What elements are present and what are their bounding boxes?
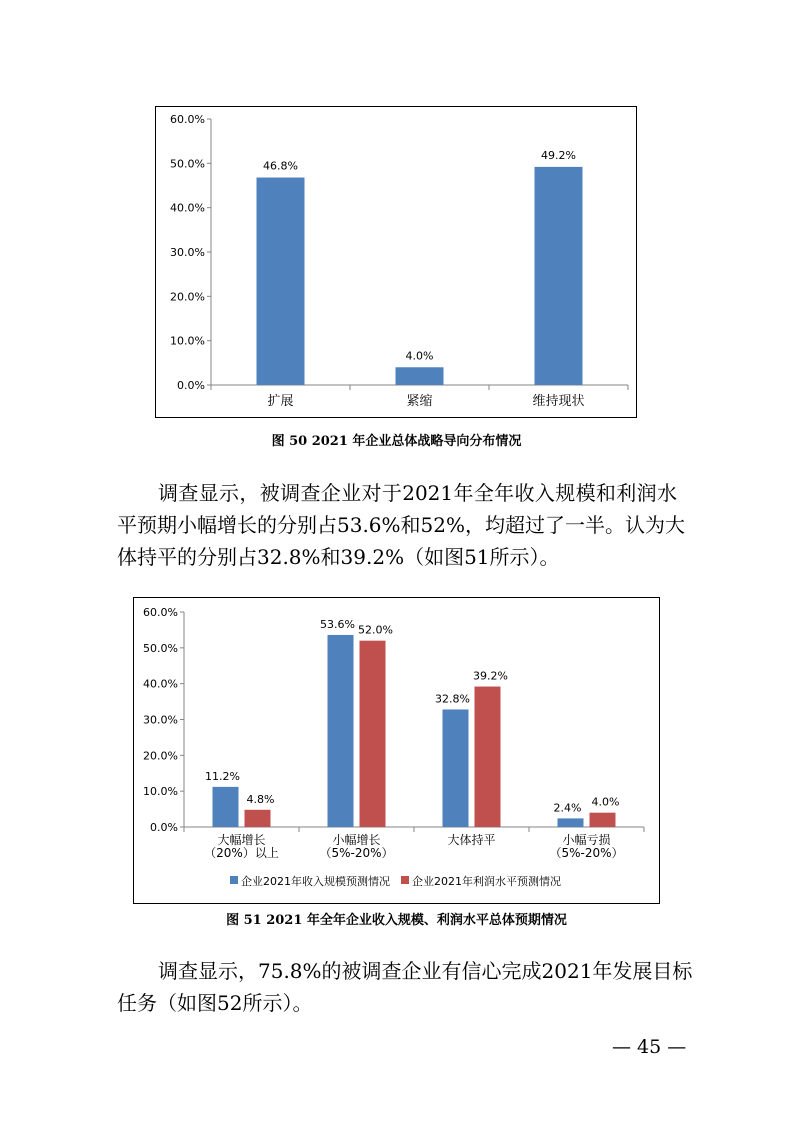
bar-profit: [360, 641, 386, 827]
data-label: 4.0%: [405, 349, 434, 363]
page-number: — 45 —: [612, 1036, 687, 1058]
bar-profit: [590, 813, 616, 827]
figure-51-caption: 图 51 2021 年全年企业收入规模、利润水平总体预期情况: [226, 913, 567, 928]
bar-revenue: [213, 787, 239, 827]
bar: [257, 178, 305, 385]
legend-label: 企业2021年收入规模预测情况: [241, 875, 390, 888]
bar-profit: [475, 687, 501, 827]
paragraph-revenue-profit-expectation: [117, 477, 685, 573]
x-category-label: 大体持平: [447, 833, 496, 847]
y-tick-label: 20.0%: [170, 290, 205, 304]
chart-revenue-profit-expectation: [133, 597, 660, 904]
paragraph-line: 任务（如图52所示）。: [117, 991, 313, 1015]
bar-revenue: [328, 635, 354, 827]
data-label: 52.0%: [358, 623, 393, 637]
chart-strategy-orientation-svg: [156, 107, 636, 417]
data-label: 39.2%: [473, 669, 508, 683]
x-category-label: 紧缩: [406, 394, 433, 409]
figure-50-caption: 图 50 2021 年企业总体战略导向分布情况: [271, 434, 522, 449]
paragraph-line: 平预期小幅增长的分别占53.6%和52%，均超过了一半。认为大: [117, 513, 685, 537]
data-label: 32.8%: [435, 692, 470, 706]
y-tick-label: 40.0%: [170, 201, 205, 215]
x-category-label: 扩展: [267, 394, 294, 409]
bar: [535, 167, 583, 385]
legend-label: 企业2021年利润水平预测情况: [412, 875, 561, 888]
paragraph-line: 调查显示，被调查企业对于2021年全年收入规模和利润水: [158, 481, 677, 505]
paragraph-confidence: [117, 955, 693, 1019]
bar: [396, 367, 444, 385]
x-category-label: 维持现状: [532, 394, 585, 409]
y-tick-label: 60.0%: [143, 606, 178, 619]
x-category-label: 小幅亏损: [562, 833, 611, 847]
legend-swatch: [401, 876, 409, 884]
x-category-label: （20%）以上: [204, 846, 279, 860]
x-category-label: （5%-20%）: [549, 846, 624, 860]
y-tick-label: 0.0%: [150, 821, 178, 834]
data-label: 46.8%: [263, 159, 298, 173]
legend-swatch: [230, 876, 238, 884]
paragraph-line: 体持平的分别占32.8%和39.2%（如图51所示）。: [117, 545, 560, 569]
y-tick-label: 0.0%: [177, 379, 205, 392]
data-label: 49.2%: [541, 148, 576, 162]
x-category-label: 大幅增长: [217, 833, 266, 847]
x-category-label: 小幅增长: [332, 833, 381, 847]
data-label: 53.6%: [320, 617, 355, 631]
y-tick-label: 60.0%: [170, 113, 205, 126]
chart-revenue-profit-expectation-svg: [134, 598, 659, 903]
y-tick-label: 40.0%: [143, 677, 178, 691]
bar-revenue: [558, 818, 584, 827]
paragraph-line: 调查显示，75.8%的被调查企业有信心完成2021年发展目标: [158, 959, 693, 983]
bar-revenue: [443, 709, 469, 827]
y-tick-label: 30.0%: [143, 713, 178, 727]
data-label: 11.2%: [205, 769, 240, 783]
y-tick-label: 10.0%: [170, 334, 205, 348]
chart-strategy-orientation: [155, 106, 637, 418]
bar-profit: [245, 810, 271, 827]
y-tick-label: 20.0%: [143, 749, 178, 763]
data-label: 2.4%: [553, 801, 582, 815]
y-tick-label: 10.0%: [143, 785, 178, 799]
data-label: 4.8%: [246, 792, 275, 806]
y-tick-label: 50.0%: [170, 157, 205, 171]
x-category-label: （5%-20%）: [319, 846, 394, 860]
y-tick-label: 50.0%: [143, 641, 178, 655]
y-tick-label: 30.0%: [170, 246, 205, 259]
data-label: 4.0%: [591, 795, 620, 809]
